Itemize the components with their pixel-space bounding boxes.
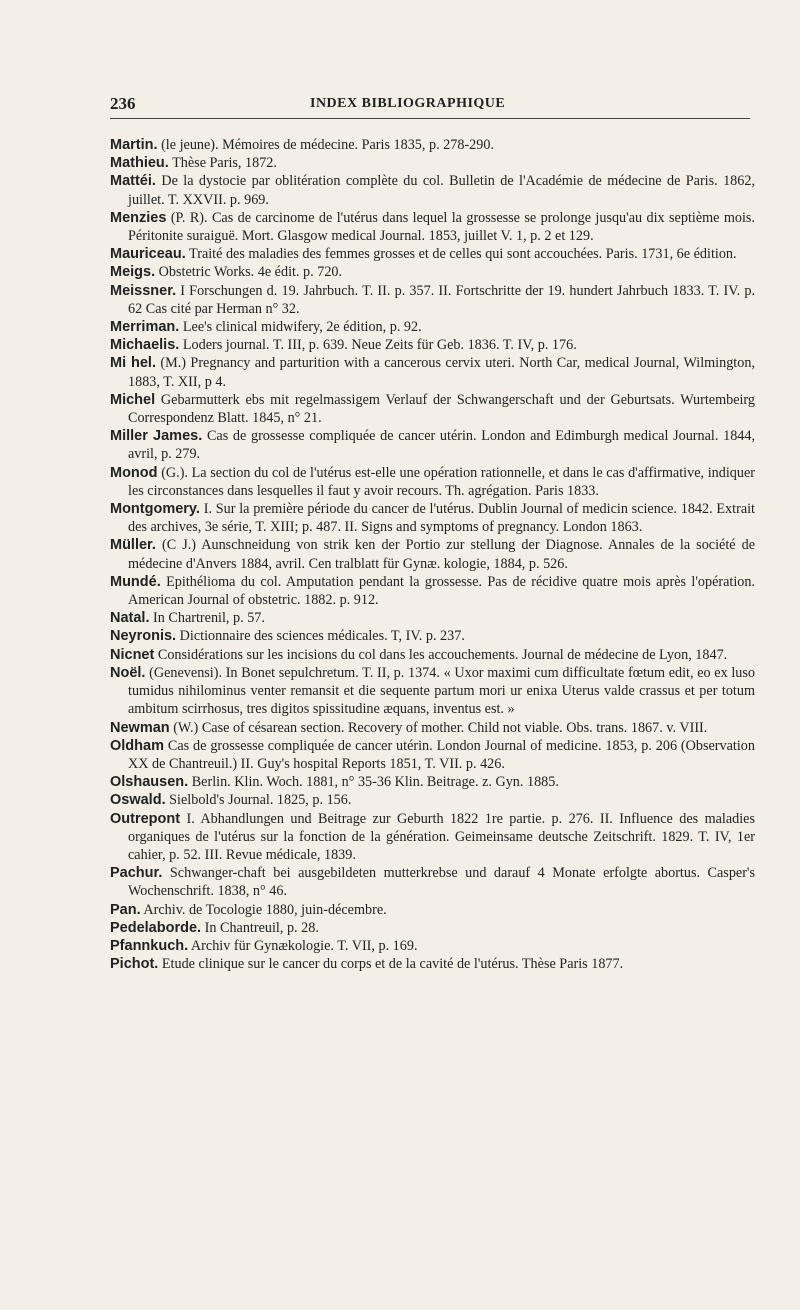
entry-author: Neyronis.: [110, 628, 177, 645]
entry-text: Etude clinique sur le cancer du corps et de la cavité de l'utérus. Thèse Paris 1877.: [161, 956, 624, 973]
entry-text: Traité des maladies des femmes grosses et de celles qui sont accouchées. Paris. 1731, 6e édition.: [189, 246, 737, 263]
entry-text: Sielbold's Journal. 1825, p. 156.: [169, 792, 352, 809]
entry-text: (W.) Case of césarean section. Recovery of mother. Child not viable. Obs. trans. 1867. v. VIII.: [173, 719, 708, 736]
entry-text: I. Abhandlungen und Beitrage zur Geburth 1822 1re partie. p. 276. II. Influence des maladies organiques de l'utérus sur la fonction de la génération. Geimeinsame deutsche Zeitschrift. 1829. T. IV, 1er cahier, p. 52. III. Revue médicale, 1839.: [128, 810, 755, 863]
bibliography-entry: [110, 154, 755, 172]
header-rule: [110, 118, 750, 119]
entry-text: In Chantreuil, p. 28.: [204, 919, 319, 936]
entry-text: Epithélioma du col. Amputation pendant la grossesse. Pas de récidive quatre mois après l'opération. American Journal of obstetric. 1882. p. 912.: [128, 573, 756, 609]
entry-author: Newman: [110, 719, 170, 736]
entry-author: Montgomery.: [110, 501, 200, 518]
entry-text: In Chartrenil, p. 57.: [153, 610, 265, 627]
bibliography-entry: [110, 573, 755, 609]
entry-author: Olshausen.: [110, 774, 189, 791]
bibliography-entry: [110, 282, 755, 318]
bibliography-entry: [110, 536, 755, 572]
entry-author: Oswald.: [110, 792, 166, 809]
bibliography-entry: [110, 318, 755, 336]
entry-author: Pedelaborde.: [110, 919, 202, 936]
running-title: INDEX BIBLIOGRAPHIQUE: [310, 96, 506, 111]
entry-author: Pfannkuch.: [110, 937, 189, 954]
entry-text: Cas de grossesse compliquée de cancer utérin. London and Edimburgh medical Journal. 1844, avril, p. 279.: [128, 428, 756, 463]
bibliography-entry: [110, 955, 755, 973]
entry-text: (le jeune). Mémoires de médecine. Paris 1835, p. 278-290.: [161, 137, 494, 153]
entry-author: Merriman.: [110, 319, 180, 336]
bibliography-entry: [110, 737, 755, 773]
bibliography-entry: [110, 354, 755, 390]
entry-author: Mathieu.: [110, 155, 169, 172]
bibliography-entry: [110, 609, 755, 627]
bibliography-entry: [110, 627, 755, 645]
entry-author: Meissner.: [110, 282, 177, 299]
bibliography-entry: [110, 646, 755, 664]
entry-author: Mi hel.: [110, 355, 156, 372]
entry-author: Meigs.: [110, 264, 156, 281]
entry-text: Berlin. Klin. Woch. 1881, n° 35-36 Klin. Beitrage. z. Gyn. 1885.: [191, 774, 559, 791]
bibliography-entry: [110, 791, 755, 809]
entry-text: (C J.) Aunschneidung von strik ken der Portio zur stellung der Diagnose. Annales de la société de médecine d'Anvers 1884, avril. Cen tralblatt für Gynæ. kologie, 1884, p. 526.: [128, 537, 756, 572]
bibliography-entry: [110, 864, 755, 900]
entry-text: (Genevensi). In Bonet sepulchretum. T. II, p. 1374. « Uxor maximi cum difficultate fœtum edit, eo ex luso tumidus nihilominus venter remansit et die sequente partum mori ur enixa Uterus valde crassus et per totum ambitum scirrhosus, tres digitos spissitudine æquans, inventus est. »: [128, 664, 756, 718]
entry-author: Pan.: [110, 901, 141, 918]
bibliography-entry: [110, 901, 755, 919]
bibliography-entry: [110, 263, 755, 281]
bibliography-entry: [110, 209, 755, 245]
entry-text: Thèse Paris, 1872.: [172, 155, 277, 172]
bibliography-entry: [110, 391, 755, 427]
bibliography-entry: [110, 664, 755, 719]
bibliography-entry: [110, 919, 755, 937]
entry-text: Cas de grossesse compliquée de cancer utérin. London Journal of medicine. 1853, p. 206 (Observation XX de Chantreuil.) II. Guy's hospital Reports 1851, T. VII. p. 426.: [128, 737, 755, 772]
entry-author: Menzies: [110, 209, 167, 226]
entry-author: Nicnet: [110, 646, 155, 663]
entry-author: Noël.: [110, 664, 146, 681]
entry-author: Natal.: [110, 610, 150, 627]
entry-text: Obstetric Works. 4e édit. p. 720.: [158, 264, 343, 281]
entry-text: I Forschungen d. 19. Jahrbuch. T. II. p. 357. II. Fortschritte der 19. hundert Jahrbuch 1833. T. IV. p. 62 Cas cité par Herman n° 32.: [128, 282, 756, 317]
bibliography-entry: [110, 464, 755, 500]
entry-text: Schwanger-chaft bei ausgebildeten mutterkrebse und darauf 4 Monate erfolgte abortus. Casper's Wochenschrift. 1838, n° 46.: [128, 865, 756, 900]
entry-text: Archiv für Gynækologie. T. VII, p. 169.: [190, 937, 418, 954]
entry-author: Monod: [110, 464, 158, 481]
bibliography-list: [110, 136, 755, 973]
page-number: 236: [110, 94, 136, 113]
bibliography-entry: [110, 427, 755, 463]
entry-author: Pichot.: [110, 956, 159, 973]
entry-text: Archiv. de Tocologie 1880, juin-décembre.: [143, 901, 387, 918]
bibliography-entry: [110, 336, 755, 354]
page-header: [110, 94, 750, 118]
entry-text: (M.) Pregnancy and parturition with a cancerous cervix uteri. North Car, medical Journal, Wilmington, 1883, T. XII, p 4.: [128, 355, 755, 390]
entry-author: Martin.: [110, 137, 158, 153]
entry-text: Gebarmutterk ebs mit regelmassigem Verlauf der Schwangerschaft und der Geburtsats. Wurtembeirg Correspondenz Blatt. 1845, n° 21.: [128, 391, 755, 427]
bibliography-entry: [110, 136, 755, 154]
entry-text: Loders journal. T. III, p. 639. Neue Zeits für Geb. 1836. T. IV, p. 176.: [182, 337, 577, 354]
entry-author: Outrepont: [110, 810, 181, 827]
bibliography-entry: [110, 773, 755, 791]
bibliography-entry: [110, 172, 755, 208]
entry-author: Mauriceau.: [110, 246, 186, 263]
bibliography-entry: [110, 937, 755, 955]
entry-author: Michel: [110, 391, 156, 408]
bibliography-entry: [110, 245, 755, 263]
bibliography-entry: [110, 810, 755, 865]
entry-text: De la dystocie par oblitération complète du col. Bulletin de l'Académie de médecine de Paris. 1862, juillet. T. XXVII. p. 969.: [128, 173, 756, 208]
entry-author: Mundé.: [110, 573, 161, 590]
entry-text: Dictionnaire des sciences médicales. T, IV. p. 237.: [179, 628, 465, 645]
entry-author: Miller James.: [110, 428, 203, 445]
entry-author: Müller.: [110, 537, 156, 554]
entry-text: Considérations sur les incisions du col dans les accouchements. Journal de médecine de Lyon, 1847.: [157, 646, 728, 663]
entry-text: (P. R). Cas de carcinome de l'utérus dans lequel la grossesse se prolonge jusqu'au dix septième mois. Péritonite suraiguë. Mort. Glasgow medical Journal. 1853, juillet V. 1, p. 2 et 129.: [128, 209, 755, 245]
entry-author: Mattéi.: [110, 173, 156, 190]
entry-text: Lee's clinical midwifery, 2e édition, p. 92.: [182, 319, 422, 336]
entry-author: Michaelis.: [110, 337, 180, 354]
entry-author: Oldham: [110, 737, 164, 754]
entry-author: Pachur.: [110, 865, 163, 882]
entry-text: I. Sur la première période du cancer de l'utérus. Dublin Journal of medicin science. 1842. Extrait des archives, 3e série, T. XIII; p. 487. II. Signs and symptoms of pregnancy. London 1863.: [128, 501, 756, 536]
bibliography-entry: [110, 719, 755, 737]
entry-text: (G.). La section du col de l'utérus est-elle une opération rationnelle, et dans le cas d'affirmative, indiquer les circonstances dans lesquelles il faut y avoir recours. Th. agrégation. Paris 1833.: [128, 464, 756, 499]
bibliography-entry: [110, 500, 755, 536]
